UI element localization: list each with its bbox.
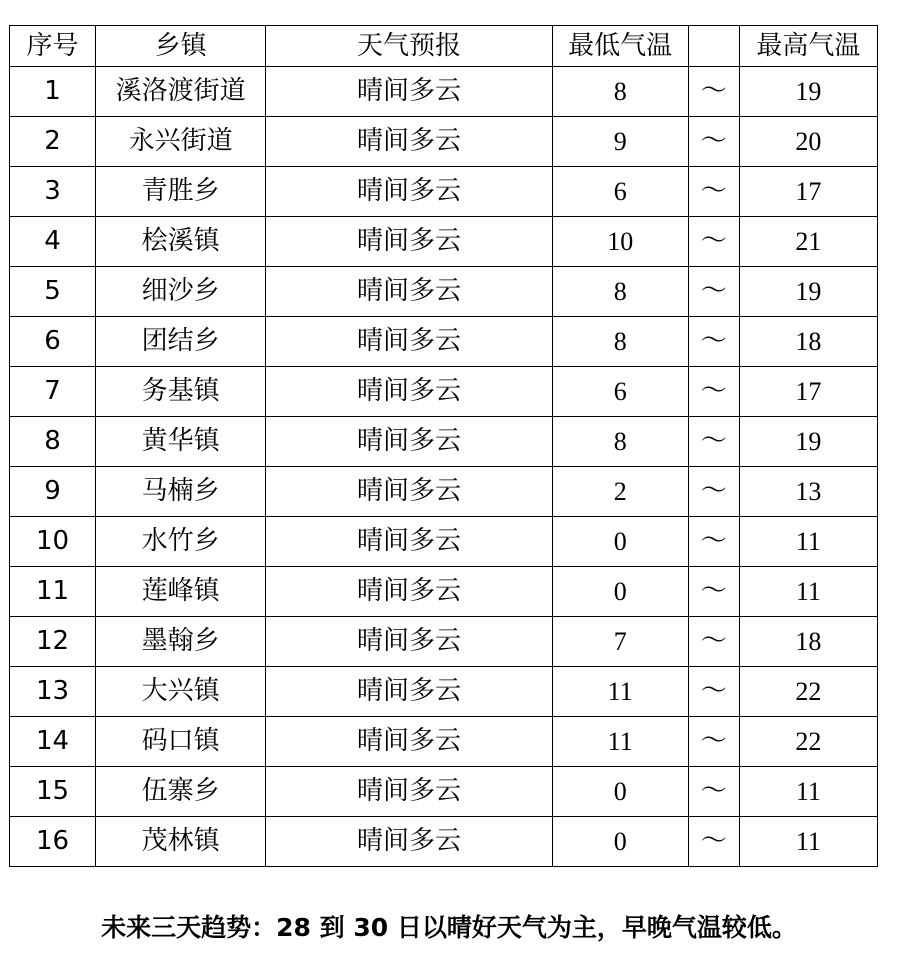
cell-separator: ～ — [688, 667, 739, 717]
cell-high-temp: 22 — [739, 667, 877, 717]
cell-weather: 晴间多云 — [266, 67, 552, 117]
table-body — [10, 67, 878, 867]
cell-index: 8 — [10, 417, 96, 467]
cell-index: 1 — [10, 67, 96, 117]
cell-high-temp: 18 — [739, 617, 877, 667]
cell-high-temp: 11 — [739, 767, 877, 817]
cell-separator: ～ — [688, 117, 739, 167]
cell-weather: 晴间多云 — [266, 417, 552, 467]
cell-separator: ～ — [688, 417, 739, 467]
cell-low-temp: 11 — [552, 667, 688, 717]
cell-index: 5 — [10, 267, 96, 317]
cell-index: 6 — [10, 317, 96, 367]
table-row — [10, 617, 878, 667]
cell-weather: 晴间多云 — [266, 217, 552, 267]
cell-high-temp: 20 — [739, 117, 877, 167]
cell-separator: ～ — [688, 217, 739, 267]
cell-town: 莲峰镇 — [96, 567, 266, 617]
cell-low-temp: 8 — [552, 267, 688, 317]
cell-high-temp: 21 — [739, 217, 877, 267]
cell-low-temp: 0 — [552, 767, 688, 817]
cell-weather: 晴间多云 — [266, 517, 552, 567]
table-row — [10, 317, 878, 367]
cell-weather: 晴间多云 — [266, 117, 552, 167]
cell-low-temp: 11 — [552, 717, 688, 767]
cell-separator: ～ — [688, 167, 739, 217]
cell-town: 务基镇 — [96, 367, 266, 417]
cell-low-temp: 6 — [552, 167, 688, 217]
cell-town: 细沙乡 — [96, 267, 266, 317]
cell-high-temp: 22 — [739, 717, 877, 767]
cell-weather: 晴间多云 — [266, 267, 552, 317]
cell-separator: ～ — [688, 817, 739, 867]
cell-index: 15 — [10, 767, 96, 817]
cell-low-temp: 8 — [552, 417, 688, 467]
table-header-row — [10, 26, 878, 67]
cell-low-temp: 2 — [552, 467, 688, 517]
forecast-table — [9, 25, 878, 867]
cell-index: 9 — [10, 467, 96, 517]
table-row — [10, 467, 878, 517]
cell-high-temp: 19 — [739, 267, 877, 317]
cell-weather: 晴间多云 — [266, 617, 552, 667]
cell-town: 茂林镇 — [96, 817, 266, 867]
cell-town: 大兴镇 — [96, 667, 266, 717]
cell-separator: ～ — [688, 467, 739, 517]
cell-town: 永兴街道 — [96, 117, 266, 167]
cell-separator: ～ — [688, 517, 739, 567]
cell-low-temp: 9 — [552, 117, 688, 167]
cell-separator: ～ — [688, 767, 739, 817]
table-row — [10, 567, 878, 617]
cell-high-temp: 19 — [739, 417, 877, 467]
cell-low-temp: 10 — [552, 217, 688, 267]
cell-index: 10 — [10, 517, 96, 567]
cell-weather: 晴间多云 — [266, 717, 552, 767]
cell-town: 桧溪镇 — [96, 217, 266, 267]
cell-weather: 晴间多云 — [266, 667, 552, 717]
cell-index: 7 — [10, 367, 96, 417]
cell-town: 水竹乡 — [96, 517, 266, 567]
header-weather: 天气预报 — [266, 26, 552, 67]
header-index: 序号 — [10, 26, 96, 67]
cell-separator: ～ — [688, 317, 739, 367]
cell-index: 13 — [10, 667, 96, 717]
table-row — [10, 717, 878, 767]
cell-index: 3 — [10, 167, 96, 217]
cell-high-temp: 17 — [739, 167, 877, 217]
cell-index: 2 — [10, 117, 96, 167]
cell-index: 14 — [10, 717, 96, 767]
cell-weather: 晴间多云 — [266, 167, 552, 217]
table-row — [10, 117, 878, 167]
cell-high-temp: 19 — [739, 67, 877, 117]
table-row — [10, 667, 878, 717]
table-row — [10, 767, 878, 817]
cell-weather: 晴间多云 — [266, 817, 552, 867]
cell-weather: 晴间多云 — [266, 767, 552, 817]
table-row — [10, 217, 878, 267]
cell-high-temp: 17 — [739, 367, 877, 417]
table-row — [10, 167, 878, 217]
cell-high-temp: 11 — [739, 817, 877, 867]
cell-separator: ～ — [688, 717, 739, 767]
cell-low-temp: 8 — [552, 67, 688, 117]
header-low-temp: 最低气温 — [552, 26, 688, 67]
table-row — [10, 367, 878, 417]
cell-town: 青胜乡 — [96, 167, 266, 217]
trend-note: 未来三天趋势：28 到 30 日以晴好天气为主，早晚气温较低。 — [101, 913, 797, 942]
cell-index: 16 — [10, 817, 96, 867]
header-high-temp: 最高气温 — [739, 26, 877, 67]
cell-high-temp: 18 — [739, 317, 877, 367]
cell-weather: 晴间多云 — [266, 567, 552, 617]
cell-weather: 晴间多云 — [266, 367, 552, 417]
cell-low-temp: 7 — [552, 617, 688, 667]
cell-town: 码口镇 — [96, 717, 266, 767]
cell-town: 墨翰乡 — [96, 617, 266, 667]
cell-town: 溪洛渡街道 — [96, 67, 266, 117]
cell-separator: ～ — [688, 367, 739, 417]
cell-town: 伍寨乡 — [96, 767, 266, 817]
cell-town: 团结乡 — [96, 317, 266, 367]
cell-low-temp: 8 — [552, 317, 688, 367]
cell-town: 马楠乡 — [96, 467, 266, 517]
table-row — [10, 417, 878, 467]
cell-separator: ～ — [688, 617, 739, 667]
table-row — [10, 517, 878, 567]
cell-low-temp: 0 — [552, 567, 688, 617]
cell-low-temp: 0 — [552, 817, 688, 867]
cell-high-temp: 11 — [739, 567, 877, 617]
cell-separator: ～ — [688, 567, 739, 617]
cell-town: 黄华镇 — [96, 417, 266, 467]
table-row — [10, 267, 878, 317]
cell-index: 4 — [10, 217, 96, 267]
cell-low-temp: 0 — [552, 517, 688, 567]
cell-index: 11 — [10, 567, 96, 617]
cell-low-temp: 6 — [552, 367, 688, 417]
cell-high-temp: 11 — [739, 517, 877, 567]
cell-index: 12 — [10, 617, 96, 667]
table-row — [10, 67, 878, 117]
cell-weather: 晴间多云 — [266, 467, 552, 517]
cell-high-temp: 13 — [739, 467, 877, 517]
cell-separator: ～ — [688, 267, 739, 317]
header-town: 乡镇 — [96, 26, 266, 67]
table-row — [10, 817, 878, 867]
header-separator — [688, 26, 739, 67]
cell-separator: ～ — [688, 67, 739, 117]
cell-weather: 晴间多云 — [266, 317, 552, 367]
